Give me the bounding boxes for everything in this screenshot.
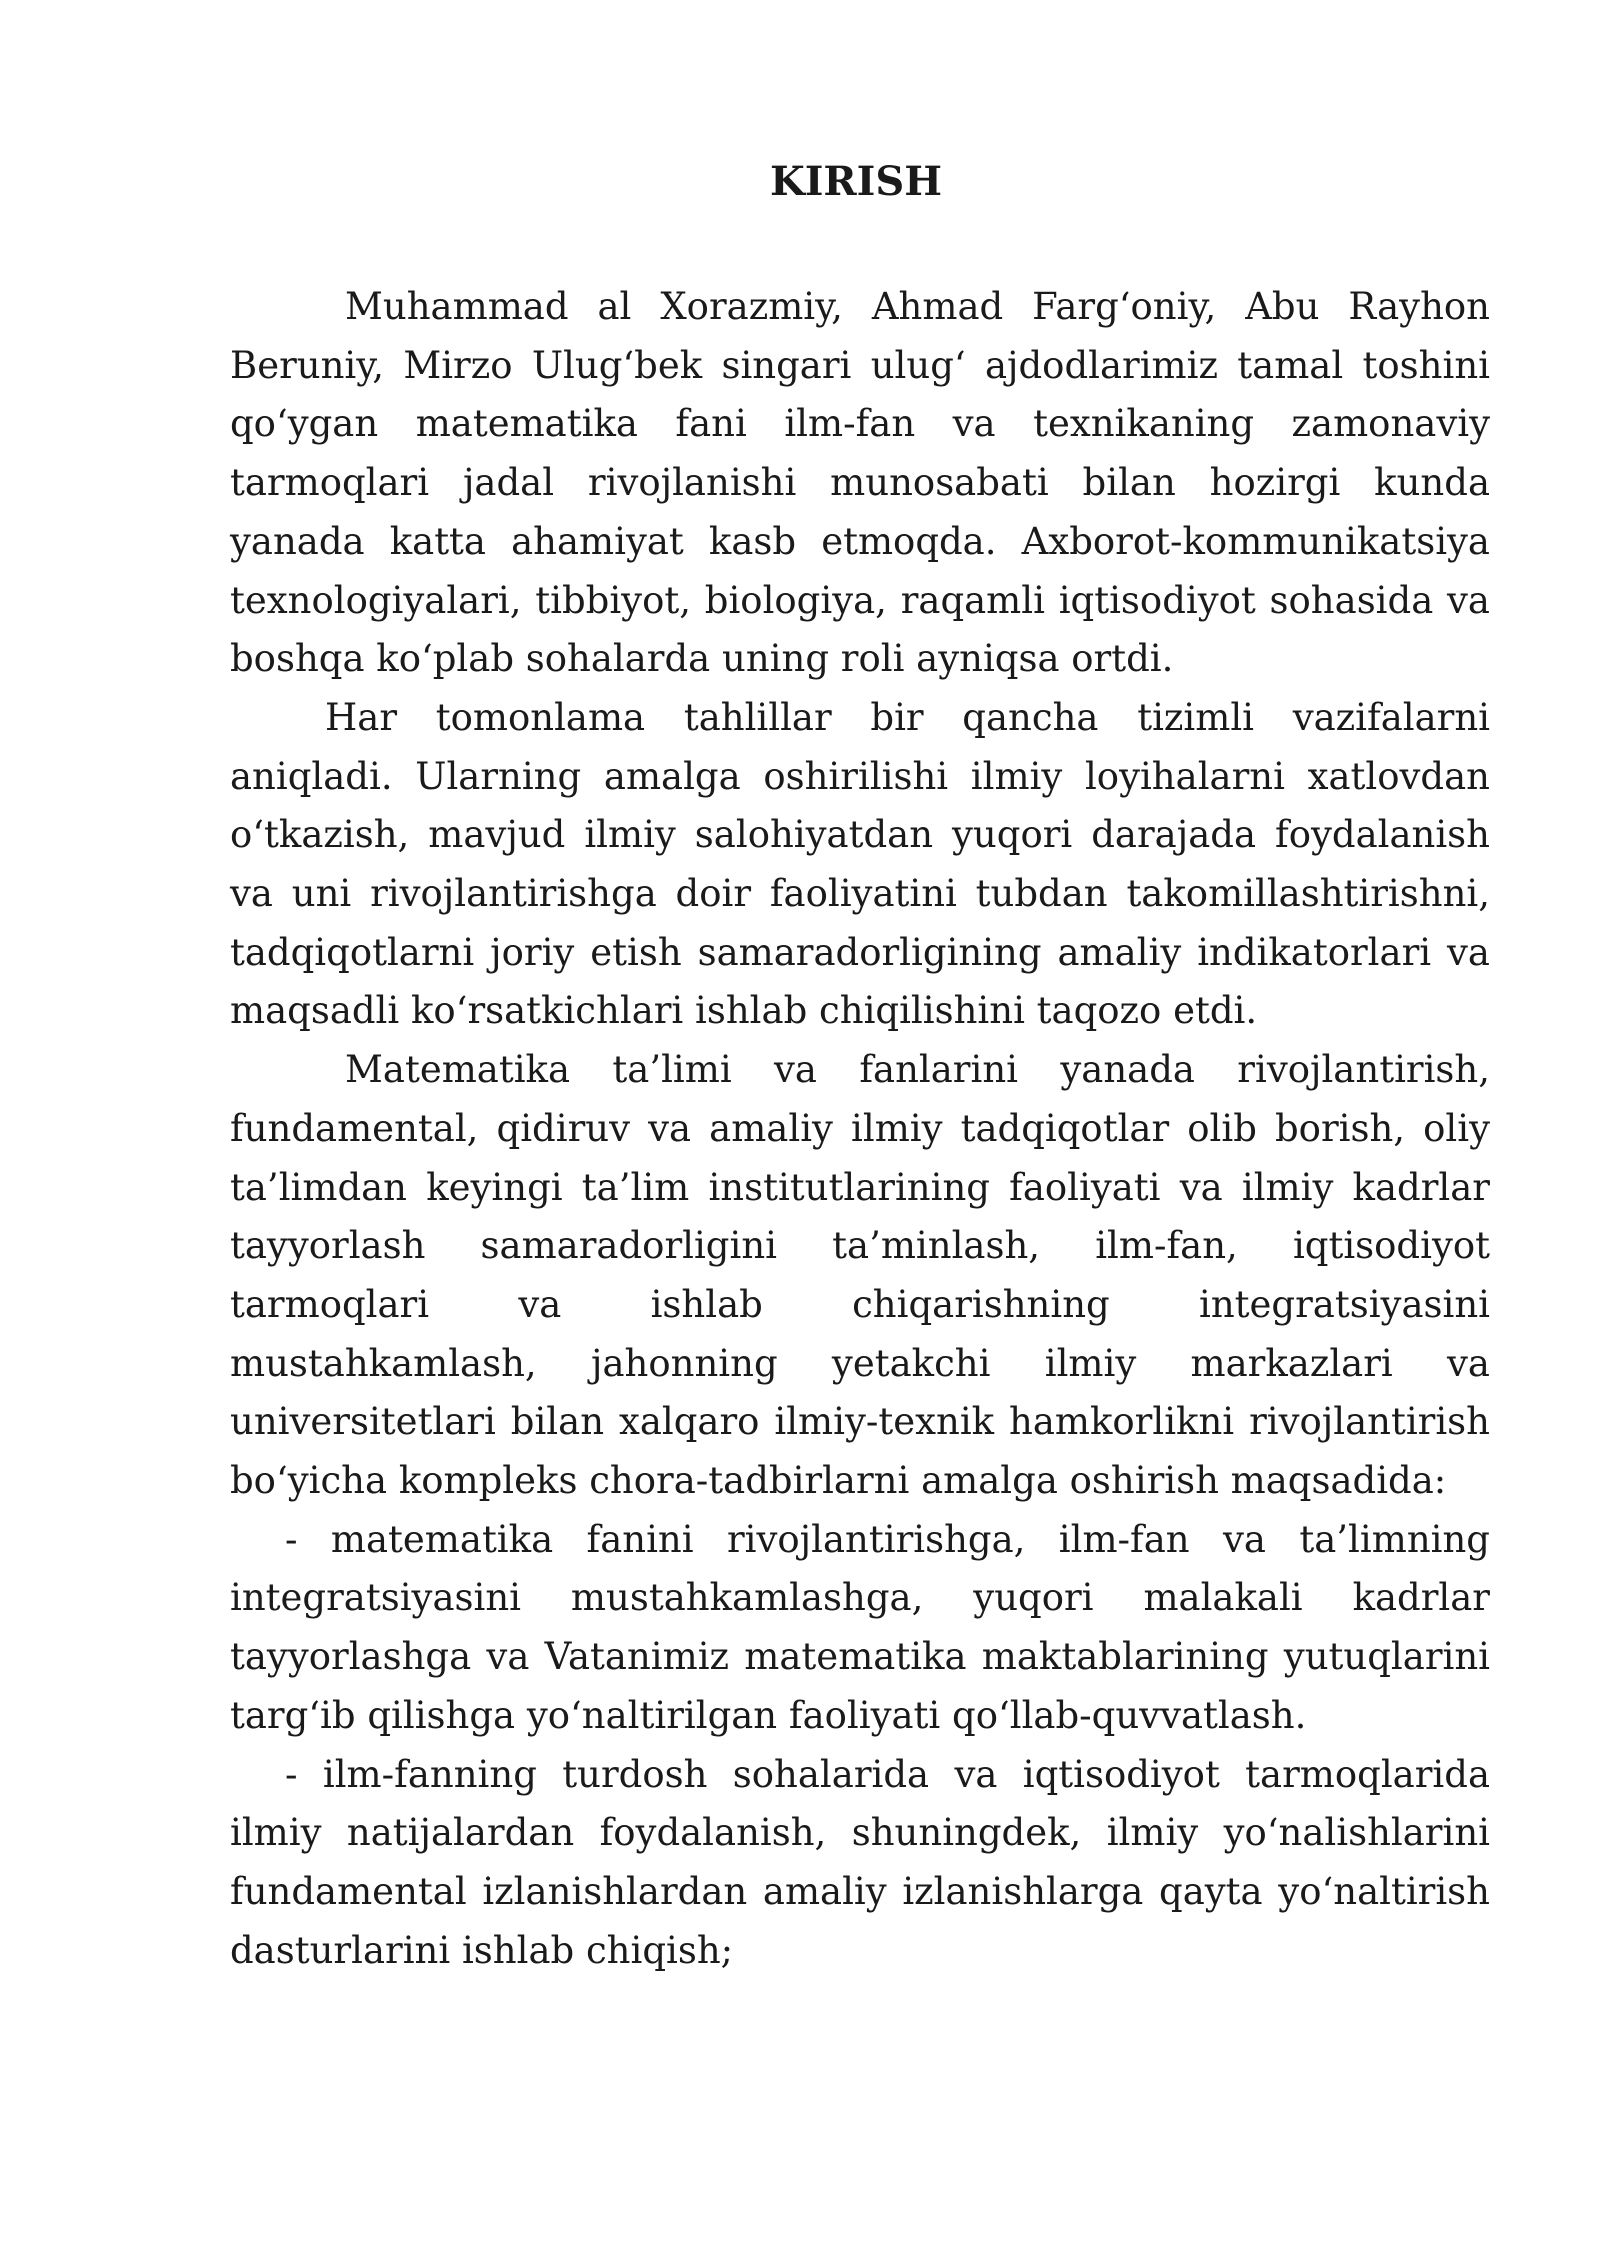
list-item: - matematika fanini rivojlantirishga, ilm-fan va ta’limning integratsiyasini mustahkamlashga, yuqori malakali kadrlar tayyorlashga va Vatanimiz matematika maktablarining yutuqlarini targ‘ib qilishga yo‘naltirilgan faoliyati qo‘llab-quvvatlash. [230, 1517, 1490, 1737]
list-item: - ilm-fanning turdosh sohalarida va iqtisodiyot tarmoqlarida ilmiy natijalardan foydalanish, shuningdek, ilmiy yo‘nalishlarini fundamental izlanishlardan amaliy izlanishlarga qayta yo‘naltirish dasturlarini ishlab chiqish; [230, 1752, 1490, 1972]
page-title: KIRISH [769, 158, 943, 205]
paragraph: Muhammad al Xorazmiy, Ahmad Farg‘oniy, Abu Rayhon Beruniy, Mirzo Ulug‘bek singari ulug‘ ajdodlarimiz tamal toshini qo‘ygan matematika fani ilm-fan va texnikaning zamonaviy tarmoqlari jadal rivojlanishi munosabati bilan hozirgi kunda yanada katta ahamiyat kasb etmoqda. Axborot-kommunikatsiya texnologiyalari, tibbiyot, biologiya, raqamli iqtisodiyot sohasida va boshqa ko‘plab sohalarda uning roli ayniqsa ortdi. [230, 285, 1490, 681]
paragraph: Matematika ta’limi va fanlarini yanada rivojlantirish, fundamental, qidiruv va amaliy ilmiy tadqiqotlar olib borish, oliy ta’limdan keyingi ta’lim institutlarining faoliyati va ilmiy kadrlar tayyorlash samaradorligini ta’minlash, ilm-fan, iqtisodiyot tarmoqlari va ishlab chiqarishning integratsiyasini mustahkamlash, jahonning yetakchi ilmiy markazlari va universitetlari bilan xalqaro ilmiy-texnik hamkorlikni rivojlantirish bo‘yicha kompleks chora-tadbirlarni amalga oshirish maqsadida: [230, 1048, 1490, 1503]
paragraph: Har tomonlama tahlillar bir qancha tizimli vazifalarni aniqladi. Ularning amalga oshirilishi ilmiy loyihalarni xatlovdan o‘tkazish, mavjud ilmiy salohiyatdan yuqori darajada foydalanish va uni rivojlantirishga doir faoliyatini tubdan takomillashtirishni, tadqiqotlarni joriy etish samaradorligining amaliy indikatorlari va maqsadli ko‘rsatkichlari ishlab chiqilishini taqozo etdi. [230, 695, 1490, 1033]
document-body [230, 278, 1490, 1980]
